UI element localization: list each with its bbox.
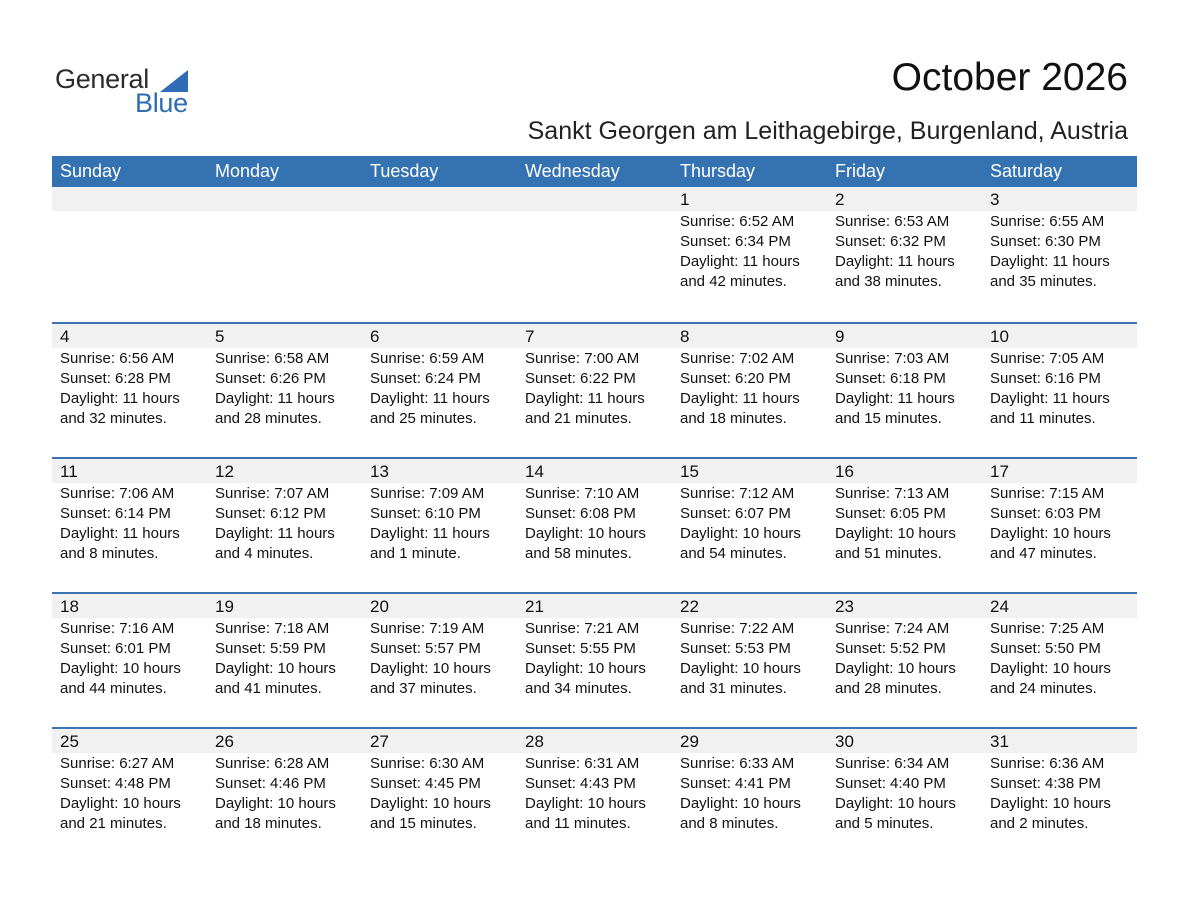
daylight-minutes-text: and 35 minutes. — [990, 273, 1097, 290]
day-cell — [207, 459, 362, 592]
daylight-text: Daylight: 10 hours — [525, 525, 646, 542]
sunrise-text: Sunrise: 6:30 AM — [370, 755, 485, 772]
daylight-minutes-text: and 32 minutes. — [60, 410, 167, 427]
sunrise-text: Sunrise: 7:22 AM — [680, 620, 795, 637]
sunset-text: Sunset: 6:26 PM — [215, 370, 326, 387]
day-cell — [362, 187, 517, 322]
day-info — [835, 212, 982, 292]
daylight-minutes-text: and 24 minutes. — [990, 680, 1097, 697]
day-number: 31 — [990, 732, 1009, 751]
day-cell — [52, 459, 207, 592]
weekday-wednesday: Wednesday — [525, 161, 620, 181]
day-cell — [517, 594, 672, 727]
daylight-text: Daylight: 10 hours — [835, 795, 956, 812]
day-number: 27 — [370, 732, 389, 751]
day-info — [370, 754, 517, 834]
day-number: 18 — [60, 597, 79, 616]
sunrise-text: Sunrise: 7:12 AM — [680, 485, 795, 502]
day-cell — [52, 729, 207, 862]
sunrise-text: Sunrise: 6:34 AM — [835, 755, 950, 772]
sunset-text: Sunset: 6:10 PM — [370, 505, 481, 522]
daylight-text: Daylight: 10 hours — [60, 795, 181, 812]
daylight-minutes-text: and 37 minutes. — [370, 680, 477, 697]
sunrise-text: Sunrise: 7:10 AM — [525, 485, 640, 502]
sunset-text: Sunset: 6:03 PM — [990, 505, 1101, 522]
weekday-saturday: Saturday — [990, 161, 1063, 181]
sunset-text: Sunset: 4:38 PM — [990, 775, 1101, 792]
sunrise-text: Sunrise: 7:06 AM — [60, 485, 175, 502]
daylight-minutes-text: and 28 minutes. — [215, 410, 322, 427]
daylight-minutes-text: and 15 minutes. — [835, 410, 942, 427]
sunrise-text: Sunrise: 6:36 AM — [990, 755, 1105, 772]
daylight-minutes-text: and 42 minutes. — [680, 273, 787, 290]
day-number: 15 — [680, 462, 699, 481]
sunset-text: Sunset: 6:24 PM — [370, 370, 481, 387]
daylight-minutes-text: and 11 minutes. — [525, 815, 631, 832]
day-number: 17 — [990, 462, 1009, 481]
day-number: 20 — [370, 597, 389, 616]
weekday-thursday: Thursday — [680, 161, 756, 181]
day-cell — [672, 459, 827, 592]
daylight-minutes-text: and 47 minutes. — [990, 545, 1097, 562]
day-info — [60, 619, 207, 699]
day-cell — [672, 594, 827, 727]
daylight-text: Daylight: 10 hours — [835, 660, 956, 677]
day-info — [370, 484, 517, 564]
day-number: 30 — [835, 732, 854, 751]
sunset-text: Sunset: 4:46 PM — [215, 775, 326, 792]
daylight-minutes-text: and 4 minutes. — [215, 545, 314, 562]
day-info — [680, 754, 827, 834]
day-info — [835, 619, 982, 699]
day-info — [680, 349, 827, 429]
sunset-text: Sunset: 6:12 PM — [215, 505, 326, 522]
sunset-text: Sunset: 6:22 PM — [525, 370, 636, 387]
sunset-text: Sunset: 6:05 PM — [835, 505, 946, 522]
daylight-text: Daylight: 11 hours — [370, 525, 490, 542]
daylight-text: Daylight: 11 hours — [680, 253, 800, 270]
daylight-text: Daylight: 11 hours — [370, 390, 490, 407]
day-number: 11 — [60, 462, 78, 481]
day-cell — [207, 594, 362, 727]
daylight-text: Daylight: 10 hours — [525, 660, 646, 677]
day-info — [835, 484, 982, 564]
day-number: 8 — [680, 327, 690, 346]
daylight-text: Daylight: 10 hours — [990, 795, 1111, 812]
day-number: 5 — [215, 327, 225, 346]
day-number — [525, 187, 672, 211]
daylight-minutes-text: and 31 minutes. — [680, 680, 787, 697]
sunrise-text: Sunrise: 6:27 AM — [60, 755, 175, 772]
weekday-friday: Friday — [835, 161, 886, 181]
day-number: 6 — [370, 327, 380, 346]
day-info — [835, 754, 982, 834]
day-info — [60, 349, 207, 429]
location-subtitle: Sankt Georgen am Leithagebirge, Burgenland, Austria — [527, 117, 1128, 145]
sunrise-text: Sunrise: 6:53 AM — [835, 213, 950, 230]
daylight-minutes-text: and 51 minutes. — [835, 545, 942, 562]
sunset-text: Sunset: 6:14 PM — [60, 505, 171, 522]
day-number: 22 — [680, 597, 699, 616]
day-number: 10 — [990, 327, 1009, 346]
day-info — [60, 754, 207, 834]
day-cell — [827, 729, 982, 862]
sunset-text: Sunset: 5:53 PM — [680, 640, 791, 657]
day-info — [215, 754, 362, 834]
sunset-text: Sunset: 4:41 PM — [680, 775, 791, 792]
sunrise-text: Sunrise: 7:00 AM — [525, 350, 640, 367]
day-cell — [362, 594, 517, 727]
day-info — [215, 619, 362, 699]
sunset-text: Sunset: 6:01 PM — [60, 640, 171, 657]
day-cell — [207, 729, 362, 862]
sunrise-text: Sunrise: 6:59 AM — [370, 350, 485, 367]
day-info — [835, 349, 982, 429]
day-cell — [517, 459, 672, 592]
sunrise-text: Sunrise: 6:28 AM — [215, 755, 330, 772]
day-cell — [362, 729, 517, 862]
day-cell — [982, 187, 1137, 322]
daylight-minutes-text: and 5 minutes. — [835, 815, 934, 832]
day-number: 28 — [525, 732, 544, 751]
day-cell — [52, 324, 207, 457]
day-number — [60, 187, 207, 211]
day-info — [990, 754, 1137, 834]
daylight-text: Daylight: 10 hours — [215, 795, 336, 812]
week-row — [52, 322, 1137, 457]
day-number: 16 — [835, 462, 854, 481]
daylight-text: Daylight: 10 hours — [525, 795, 646, 812]
daylight-text: Daylight: 11 hours — [525, 390, 645, 407]
sunset-text: Sunset: 6:32 PM — [835, 233, 946, 250]
sunrise-text: Sunrise: 7:07 AM — [215, 485, 330, 502]
daylight-text: Daylight: 10 hours — [990, 525, 1111, 542]
day-number: 14 — [525, 462, 544, 481]
day-number: 13 — [370, 462, 389, 481]
sunset-text: Sunset: 4:48 PM — [60, 775, 171, 792]
day-info — [680, 212, 827, 292]
sunset-text: Sunset: 5:52 PM — [835, 640, 946, 657]
day-info — [990, 212, 1137, 292]
day-info — [990, 484, 1137, 564]
sunrise-text: Sunrise: 6:33 AM — [680, 755, 795, 772]
day-info — [525, 619, 672, 699]
day-number — [215, 187, 362, 211]
weeks-container — [52, 187, 1137, 862]
weekday-tuesday: Tuesday — [370, 161, 439, 181]
daylight-text: Daylight: 10 hours — [990, 660, 1111, 677]
daylight-minutes-text: and 21 minutes. — [60, 815, 167, 832]
daylight-text: Daylight: 10 hours — [835, 525, 956, 542]
sunrise-text: Sunrise: 6:31 AM — [525, 755, 640, 772]
sunset-text: Sunset: 6:34 PM — [680, 233, 791, 250]
logo-general-text: General — [55, 64, 149, 94]
sunrise-text: Sunrise: 7:25 AM — [990, 620, 1105, 637]
day-number: 7 — [525, 327, 535, 346]
daylight-text: Daylight: 10 hours — [680, 660, 801, 677]
sunset-text: Sunset: 4:45 PM — [370, 775, 481, 792]
day-cell — [982, 594, 1137, 727]
day-cell — [982, 459, 1137, 592]
daylight-minutes-text: and 8 minutes. — [60, 545, 159, 562]
sunrise-text: Sunrise: 7:05 AM — [990, 350, 1105, 367]
day-number: 24 — [990, 597, 1009, 616]
day-number: 29 — [680, 732, 699, 751]
daylight-minutes-text: and 58 minutes. — [525, 545, 632, 562]
day-cell — [982, 324, 1137, 457]
daylight-minutes-text: and 18 minutes. — [680, 410, 787, 427]
sunrise-text: Sunrise: 7:18 AM — [215, 620, 330, 637]
daylight-text: Daylight: 11 hours — [680, 390, 800, 407]
day-cell — [52, 594, 207, 727]
logo-blue-text: Blue — [135, 88, 188, 118]
day-cell — [672, 187, 827, 322]
daylight-text: Daylight: 11 hours — [990, 253, 1110, 270]
day-cell — [517, 729, 672, 862]
sunset-text: Sunset: 6:18 PM — [835, 370, 946, 387]
daylight-minutes-text: and 8 minutes. — [680, 815, 779, 832]
day-info — [215, 349, 362, 429]
daylight-minutes-text: and 15 minutes. — [370, 815, 477, 832]
daylight-text: Daylight: 11 hours — [835, 253, 955, 270]
daylight-text: Daylight: 11 hours — [60, 390, 180, 407]
day-info — [525, 484, 672, 564]
day-number: 26 — [215, 732, 234, 751]
day-info — [525, 349, 672, 429]
daylight-minutes-text: and 44 minutes. — [60, 680, 167, 697]
day-info — [215, 484, 362, 564]
sunrise-text: Sunrise: 7:24 AM — [835, 620, 950, 637]
sunset-text: Sunset: 5:50 PM — [990, 640, 1101, 657]
day-number: 19 — [215, 597, 234, 616]
sunrise-text: Sunrise: 7:21 AM — [525, 620, 640, 637]
sunrise-text: Sunrise: 7:16 AM — [60, 620, 175, 637]
week-row — [52, 457, 1137, 592]
day-number: 12 — [215, 462, 234, 481]
sunset-text: Sunset: 4:40 PM — [835, 775, 946, 792]
weekday-sunday: Sunday — [60, 161, 122, 181]
sunset-text: Sunset: 5:55 PM — [525, 640, 636, 657]
daylight-minutes-text: and 25 minutes. — [370, 410, 477, 427]
day-cell — [362, 459, 517, 592]
sunset-text: Sunset: 6:16 PM — [990, 370, 1101, 387]
daylight-text: Daylight: 11 hours — [990, 390, 1110, 407]
daylight-text: Daylight: 10 hours — [680, 525, 801, 542]
sunrise-text: Sunrise: 6:52 AM — [680, 213, 795, 230]
day-cell — [362, 324, 517, 457]
sunrise-text: Sunrise: 6:56 AM — [60, 350, 175, 367]
sunrise-text: Sunrise: 7:03 AM — [835, 350, 950, 367]
week-row — [52, 187, 1137, 322]
day-cell — [517, 187, 672, 322]
sunrise-text: Sunrise: 6:55 AM — [990, 213, 1105, 230]
day-info — [370, 619, 517, 699]
sunrise-text: Sunrise: 6:58 AM — [215, 350, 330, 367]
sunset-text: Sunset: 4:43 PM — [525, 775, 636, 792]
sunset-text: Sunset: 6:08 PM — [525, 505, 636, 522]
sunrise-text: Sunrise: 7:19 AM — [370, 620, 485, 637]
day-info — [990, 619, 1137, 699]
weekday-header — [52, 156, 1137, 187]
day-number — [370, 187, 517, 211]
daylight-minutes-text: and 21 minutes. — [525, 410, 632, 427]
calendar-grid — [52, 156, 1137, 862]
day-cell — [207, 324, 362, 457]
daylight-text: Daylight: 10 hours — [370, 795, 491, 812]
daylight-text: Daylight: 10 hours — [60, 660, 181, 677]
sunrise-text: Sunrise: 7:09 AM — [370, 485, 485, 502]
week-row — [52, 727, 1137, 862]
day-info — [525, 754, 672, 834]
day-cell — [672, 729, 827, 862]
day-info — [990, 349, 1137, 429]
day-number: 23 — [835, 597, 854, 616]
sunset-text: Sunset: 6:07 PM — [680, 505, 791, 522]
day-info — [680, 619, 827, 699]
day-cell — [207, 187, 362, 322]
sunrise-text: Sunrise: 7:13 AM — [835, 485, 950, 502]
sunset-text: Sunset: 6:20 PM — [680, 370, 791, 387]
daylight-text: Daylight: 11 hours — [835, 390, 955, 407]
daylight-minutes-text: and 54 minutes. — [680, 545, 787, 562]
daylight-text: Daylight: 11 hours — [215, 390, 335, 407]
sunset-text: Sunset: 5:59 PM — [215, 640, 326, 657]
day-number: 9 — [835, 327, 845, 346]
day-cell — [517, 324, 672, 457]
day-cell — [982, 729, 1137, 862]
day-number: 3 — [990, 190, 1000, 209]
daylight-minutes-text: and 11 minutes. — [990, 410, 1096, 427]
day-info — [60, 484, 207, 564]
day-cell — [827, 594, 982, 727]
sunset-text: Sunset: 6:28 PM — [60, 370, 171, 387]
daylight-minutes-text: and 1 minute. — [370, 545, 461, 562]
day-number: 1 — [680, 190, 690, 209]
day-cell — [52, 187, 207, 322]
daylight-minutes-text: and 2 minutes. — [990, 815, 1089, 832]
logo — [55, 62, 215, 122]
day-cell — [672, 324, 827, 457]
daylight-text: Daylight: 11 hours — [60, 525, 180, 542]
sunrise-text: Sunrise: 7:02 AM — [680, 350, 795, 367]
day-info — [370, 349, 517, 429]
daylight-text: Daylight: 10 hours — [370, 660, 491, 677]
page-title: October 2026 — [891, 56, 1128, 99]
daylight-minutes-text: and 34 minutes. — [525, 680, 632, 697]
daylight-text: Daylight: 10 hours — [215, 660, 336, 677]
day-number: 4 — [60, 327, 70, 346]
sunset-text: Sunset: 6:30 PM — [990, 233, 1101, 250]
day-info — [680, 484, 827, 564]
day-cell — [827, 324, 982, 457]
sunset-text: Sunset: 5:57 PM — [370, 640, 481, 657]
daylight-text: Daylight: 11 hours — [215, 525, 335, 542]
day-number: 2 — [835, 190, 845, 209]
sunrise-text: Sunrise: 7:15 AM — [990, 485, 1105, 502]
day-number: 25 — [60, 732, 79, 751]
day-cell — [827, 187, 982, 322]
weekday-monday: Monday — [215, 161, 280, 181]
week-row — [52, 592, 1137, 727]
daylight-minutes-text: and 18 minutes. — [215, 815, 322, 832]
daylight-minutes-text: and 28 minutes. — [835, 680, 942, 697]
daylight-minutes-text: and 38 minutes. — [835, 273, 942, 290]
daylight-text: Daylight: 10 hours — [680, 795, 801, 812]
day-number: 21 — [525, 597, 544, 616]
day-cell — [827, 459, 982, 592]
daylight-minutes-text: and 41 minutes. — [215, 680, 322, 697]
